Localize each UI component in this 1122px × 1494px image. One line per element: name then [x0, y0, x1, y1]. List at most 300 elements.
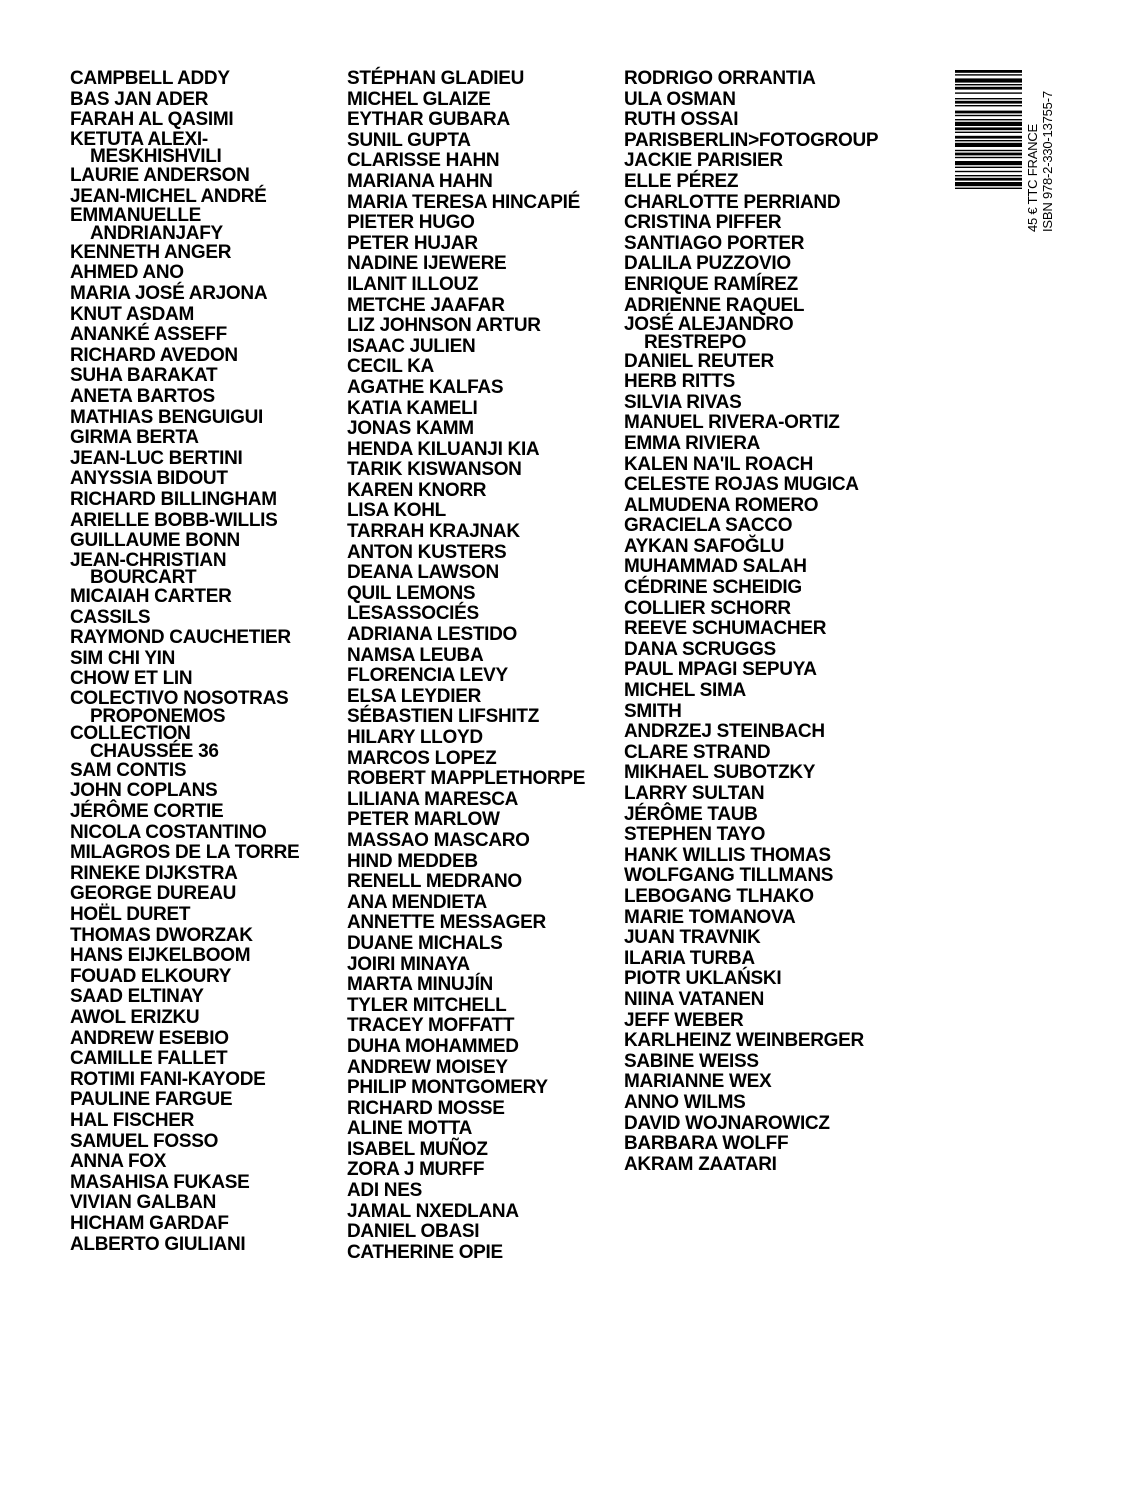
artist-name-line: THOMAS DWORZAK: [70, 924, 253, 946]
artist-name-line: DANIEL REUTER: [624, 350, 774, 372]
artist-name-line: LESASSOCIÉS: [347, 603, 479, 625]
artist-name-line: NADINE IJEWERE: [347, 253, 507, 275]
artist-name: [624, 455, 894, 476]
artist-name-line: CELESTE ROJAS MUGICA: [624, 474, 859, 496]
artist-name-line: TYLER MITCHELL: [347, 994, 507, 1016]
artist-name: [347, 399, 609, 420]
artist-name-line: AKRAM ZAATARI: [624, 1153, 777, 1175]
artist-name-continuation: BOURCART: [90, 567, 197, 589]
artist-name: [70, 531, 330, 552]
artist-name-line: RICHARD AVEDON: [70, 344, 238, 366]
artist-name: [347, 213, 609, 234]
artist-name: [70, 1214, 330, 1235]
artist-name-line: DUANE MICHALS: [347, 932, 503, 954]
price-isbn-block: [1026, 70, 1066, 235]
artist-name: [347, 1037, 609, 1058]
artist-name-line: ANDREW ESEBIO: [70, 1027, 229, 1049]
artist-name-line: KATIA KAMELI: [347, 397, 478, 419]
artist-name-line: AGATHE KALFAS: [347, 376, 504, 398]
artist-name: [624, 352, 894, 373]
artist-name-line: ULA OSMAN: [624, 88, 736, 110]
artist-name: [70, 884, 330, 905]
artist-name: [347, 872, 609, 893]
artist-name: [347, 1222, 609, 1243]
artist-name: [347, 1078, 609, 1099]
artist-name: [70, 408, 330, 429]
artist-name-line: KNUT ASDAM: [70, 303, 195, 325]
artist-name-line: CECIL KA: [347, 356, 434, 378]
artist-name: [70, 325, 330, 346]
artist-name: [624, 1134, 894, 1155]
artist-name-line: AWOL ERIZKU: [70, 1007, 200, 1028]
artist-name-line: CATHERINE OPIE: [347, 1241, 503, 1263]
artist-name: [347, 501, 609, 522]
artist-name-line: AHMED ANO: [70, 262, 184, 284]
artist-name-line: JEFF WEBER: [624, 1009, 744, 1031]
artist-name: [624, 763, 894, 784]
artist-name: [70, 187, 330, 208]
artist-name-line: COLECTIVO NOSOTRAS: [70, 688, 289, 710]
artist-name: [70, 1111, 330, 1132]
artist-name: [624, 578, 894, 599]
artist-name: [70, 864, 330, 885]
artist-name-line: JOSÉ ALEJANDRO: [624, 314, 794, 336]
artist-name-line: SAMUEL FOSSO: [70, 1130, 219, 1152]
artist-name-line: ANNA FOX: [70, 1151, 167, 1173]
artist-name: [624, 90, 894, 111]
artist-name-line: ANNETTE MESSAGER: [347, 912, 546, 934]
artist-name: [347, 666, 609, 687]
artist-name-continuation: CHAUSSÉE 36: [90, 741, 219, 763]
artist-name-line: FOUAD ELKOURY: [70, 965, 232, 987]
artist-name: [70, 305, 330, 326]
artist-name: [347, 1243, 609, 1264]
artist-name: [624, 928, 894, 949]
artist-name: [624, 110, 894, 131]
artist-name: [624, 1072, 894, 1093]
artist-name-line: ANDREW MOISEY: [347, 1056, 508, 1078]
artist-name: [347, 563, 609, 584]
artist-name-line: REEVE SCHUMACHER: [624, 618, 827, 640]
artist-name: [70, 387, 330, 408]
artist-name-line: LIZ JOHNSON ARTUR: [347, 315, 541, 337]
artist-name-line: FLORENCIA LEVY: [347, 665, 508, 687]
artist-name: [347, 1181, 609, 1202]
artist-name: [347, 419, 609, 440]
artist-name: [70, 1132, 330, 1153]
artist-name: [70, 428, 330, 449]
artist-name-line: KALEN NA'IL ROACH: [624, 453, 814, 475]
artist-name: [624, 743, 894, 764]
artist-name: [624, 172, 894, 193]
artist-name-line: KARLHEINZ WEINBERGER: [624, 1030, 864, 1052]
artist-name-line: STEPHEN TAYO: [624, 824, 766, 846]
artist-name: [624, 254, 894, 275]
artist-name-line: COLLIER SCHORR: [624, 597, 791, 619]
artist-name: [347, 934, 609, 955]
artist-name: [347, 975, 609, 996]
artist-name: [70, 284, 330, 305]
artist-name-line: RICHARD MOSSE: [347, 1097, 505, 1119]
artist-name-line: ENRIQUE RAMÍREZ: [624, 273, 798, 295]
artist-name: [347, 172, 609, 193]
artist-name-line: CRISTINA PIFFER: [624, 212, 782, 234]
artist-name-line: MARCOS LOPEZ: [347, 747, 497, 769]
artist-name: [347, 378, 609, 399]
artist-name-line: ARIELLE BOBB-WILLIS: [70, 509, 278, 531]
artist-name-line: CÉDRINE SCHEIDIG: [624, 577, 802, 599]
artist-name: [624, 949, 894, 970]
artist-name-line: METCHE JAAFAR: [347, 294, 505, 316]
artist-name: [624, 1114, 894, 1135]
artist-name-line: MICHEL SIMA: [624, 680, 746, 702]
artist-name: [624, 1011, 894, 1032]
artist-name: [624, 434, 894, 455]
artist-name: [347, 604, 609, 625]
artist-name-line: BARBARA WOLFF: [624, 1133, 789, 1155]
artist-name: [347, 955, 609, 976]
artist-name: [624, 1052, 894, 1073]
artist-name: [624, 969, 894, 990]
artist-name: [624, 537, 894, 558]
artist-name: [347, 1160, 609, 1181]
artist-name: [624, 234, 894, 255]
artist-name-line: STÉPHAN GLADIEU: [347, 68, 525, 89]
artist-name-line: MILAGROS DE LA TORRE: [70, 842, 300, 864]
artist-name: [70, 1152, 330, 1173]
artist-name: [70, 1090, 330, 1111]
artist-name-line: PIOTR UKLAŃSKI: [624, 968, 782, 990]
artist-name-line: CAMILLE FALLET: [70, 1048, 228, 1070]
artist-name: [70, 1029, 330, 1050]
artist-name: [347, 1202, 609, 1223]
artist-name-line: MASAHISA FUKASE: [70, 1171, 250, 1193]
artist-name-line: ALBERTO GIULIANI: [70, 1233, 246, 1255]
artist-name-line: RODRIGO ORRANTIA: [624, 68, 816, 89]
artist-name-line: MARIANNE WEX: [624, 1071, 772, 1093]
artist-name-line: ANTON KUSTERS: [347, 541, 507, 563]
artist-name: [347, 481, 609, 502]
artist-name-line: PIETER HUGO: [347, 212, 475, 234]
artist-name: [347, 275, 609, 296]
artist-name-line: HILARY LLOYD: [347, 727, 483, 748]
artist-name: [624, 908, 894, 929]
artist-name-line: SANTIAGO PORTER: [624, 232, 805, 254]
artist-name-line: MICHEL GLAIZE: [347, 88, 491, 110]
artist-name: [347, 1016, 609, 1037]
artist-name-line: CHOW ET LIN: [70, 668, 193, 690]
artist-name-line: PHILIP MONTGOMERY: [347, 1077, 548, 1099]
artist-name: [70, 449, 330, 470]
artist-name: [347, 131, 609, 152]
artist-name: [624, 131, 894, 152]
artist-name-line: HICHAM GARDAF: [70, 1212, 229, 1234]
artist-name: [70, 967, 330, 988]
artist-name-line: RUTH OSSAI: [624, 109, 739, 131]
artist-name-line: FARAH AL QASIMI: [70, 109, 234, 131]
artist-name-line: ISAAC JULIEN: [347, 335, 476, 357]
artist-name: [70, 469, 330, 490]
artist-name-line: CASSILS: [70, 606, 151, 628]
artist-name: [624, 557, 894, 578]
artist-name: [347, 1058, 609, 1079]
artist-name: [347, 337, 609, 358]
artist-name: [70, 628, 330, 649]
artist-name-continuation: PROPONEMOS: [90, 705, 226, 727]
artist-name: [624, 275, 894, 296]
artist-name: [624, 496, 894, 517]
artist-name: [347, 749, 609, 770]
artist-name: [624, 193, 894, 214]
artist-name-line: LEBOGANG TLHAKO: [624, 885, 814, 907]
artist-name: [70, 823, 330, 844]
artist-name: [347, 193, 609, 214]
artist-name-line: LILIANA MARESCA: [347, 788, 519, 810]
artist-name: [624, 516, 894, 537]
artist-name-line: HANS EIJKELBOOM: [70, 945, 251, 967]
artist-name-line: JEAN-CHRISTIAN: [70, 549, 227, 571]
artist-name: [624, 413, 894, 434]
artist-name: [347, 707, 609, 728]
artist-name-line: KENNETH ANGER: [70, 241, 232, 263]
artist-name-line: ADRIENNE RAQUEL: [624, 294, 805, 316]
artist-name-line: JOIRI MINAYA: [347, 953, 470, 975]
artist-name-line: ROTIMI FANI-KAYODE: [70, 1068, 266, 1090]
artist-name-line: PAUL MPAGI SEPUYA: [624, 659, 817, 681]
artist-name: [70, 802, 330, 823]
artist-name-line: GRACIELA SACCO: [624, 515, 793, 537]
artist-name-line: PETER HUJAR: [347, 232, 478, 254]
artist-name-line: JOHN COPLANS: [70, 780, 218, 802]
artist-name: [624, 784, 894, 805]
artist-name-line: ROBERT MAPPLETHORPE: [347, 768, 586, 790]
artist-name: [347, 1140, 609, 1161]
artist-name: [70, 243, 330, 264]
artist-name: [70, 511, 330, 532]
artist-name-line: ALMUDENA ROMERO: [624, 494, 819, 516]
artist-name-line: SMITH: [624, 700, 682, 722]
artist-name-line: RAYMOND CAUCHETIER: [70, 627, 291, 649]
artist-name: [624, 887, 894, 908]
artist-name-line: NAMSA LEUBA: [347, 644, 484, 666]
artist-name: [347, 357, 609, 378]
artist-name: [624, 681, 894, 702]
artist-name: [70, 128, 330, 168]
artist-name-line: CLARISSE HAHN: [347, 150, 500, 172]
artist-name: [70, 649, 330, 670]
artist-name-line: AYKAN SAFOĞLU: [624, 535, 785, 557]
artist-name-line: ISABEL MUÑOZ: [347, 1138, 488, 1160]
artist-name-line: EYTHAR GUBARA: [347, 109, 510, 131]
artist-name-line: DAVID WOJNAROWICZ: [624, 1112, 830, 1134]
artist-name-line: CHARLOTTE PERRIAND: [624, 191, 841, 213]
artist-name: [347, 996, 609, 1017]
artist-name-line: DUHA MOHAMMED: [347, 1035, 519, 1057]
artist-name: [347, 852, 609, 873]
artist-name-line: COLLECTION: [70, 723, 191, 745]
artist-name-line: ILARIA TURBA: [624, 947, 755, 969]
artist-name: [624, 599, 894, 620]
artist-name-line: GUILLAUME BONN: [70, 530, 240, 552]
artist-name: [70, 587, 330, 608]
artist-name: [347, 1099, 609, 1120]
artist-name: [347, 1119, 609, 1140]
artist-name-line: RINEKE DIJKSTRA: [70, 862, 238, 884]
artist-name-line: ILANIT ILLOUZ: [347, 273, 479, 295]
artist-name: [70, 490, 330, 511]
artist-name: [624, 372, 894, 393]
artist-name: [70, 1070, 330, 1091]
artist-name: [624, 1093, 894, 1114]
artist-name-line: GEORGE DUREAU: [70, 883, 237, 905]
artist-name-line: JÉRÔME CORTIE: [70, 801, 224, 823]
artist-name-line: MARIA JOSÉ ARJONA: [70, 282, 268, 304]
artist-name-line: LISA KOHL: [347, 500, 446, 522]
artist-name: [70, 110, 330, 131]
artist-name: [70, 346, 330, 367]
artist-name: [624, 213, 894, 234]
artist-name: [624, 866, 894, 887]
artist-name-line: MUHAMMAD SALAH: [624, 556, 807, 578]
artist-name: [624, 640, 894, 661]
artist-name: [70, 1193, 330, 1214]
artist-name-line: ADI NES: [347, 1180, 422, 1202]
artist-name-line: PETER MARLOW: [347, 809, 500, 831]
artist-name-line: ANYSSIA BIDOUT: [70, 468, 228, 490]
artist-column-2: [347, 69, 609, 1263]
artist-name: [347, 110, 609, 131]
artist-name: [624, 660, 894, 681]
artist-name-line: EMMA RIVIERA: [624, 432, 761, 454]
artist-name: [624, 619, 894, 640]
artist-name: [70, 781, 330, 802]
artist-name: [624, 69, 894, 90]
artist-name-line: ADRIANA LESTIDO: [347, 624, 518, 646]
artist-name: [624, 722, 894, 743]
artist-name: [624, 151, 894, 172]
artist-name: [347, 316, 609, 337]
artist-name-line: VIVIAN GALBAN: [70, 1192, 216, 1214]
artist-name-line: LARRY SULTAN: [624, 783, 765, 804]
artist-name-line: MANUEL RIVERA-ORTIZ: [624, 412, 840, 434]
artist-name-line: JEAN-LUC BERTINI: [70, 447, 243, 469]
artist-name: [70, 549, 330, 589]
artist-name: [70, 1235, 330, 1256]
artist-name-line: NIINA VATANEN: [624, 988, 765, 1010]
artist-name-line: ANDRZEJ STEINBACH: [624, 721, 825, 743]
artist-name: [70, 669, 330, 690]
artist-name: [70, 90, 330, 111]
artist-name-line: HENDA KILUANJI KIA: [347, 438, 540, 460]
artist-name: [70, 987, 330, 1008]
barcode-icon: [955, 70, 1022, 232]
artist-name-continuation: ANDRIANJAFY: [90, 223, 223, 245]
artist-name: [70, 946, 330, 967]
artist-name-line: ELSA LEYDIER: [347, 685, 481, 707]
artist-name-line: CAMPBELL ADDY: [70, 68, 230, 89]
artist-name: [70, 723, 330, 763]
artist-name-line: ZORA J MURFF: [347, 1159, 485, 1181]
artist-name: [347, 625, 609, 646]
artist-name-line: EMMANUELLE: [70, 205, 202, 227]
artist-name: [347, 810, 609, 831]
artist-name: [347, 296, 609, 317]
artist-name: [70, 926, 330, 947]
artist-name-line: MARIANA HAHN: [347, 170, 493, 192]
artist-name: [347, 646, 609, 667]
artist-name: [70, 166, 330, 187]
artist-name: [624, 825, 894, 846]
artist-name-line: TARIK KISWANSON: [347, 459, 522, 481]
artist-name: [347, 460, 609, 481]
artist-name-line: SIM CHI YIN: [70, 647, 176, 669]
artist-name: [347, 913, 609, 934]
artist-name-line: MIKHAEL SUBOTZKY: [624, 762, 816, 784]
artist-name: [70, 1173, 330, 1194]
artist-name-line: SABINE WEISS: [624, 1050, 759, 1072]
artist-name-line: SILVIA RIVAS: [624, 391, 742, 413]
artist-name-line: ANA MENDIETA: [347, 891, 487, 913]
artist-name-line: JEAN-MICHEL ANDRÉ: [70, 185, 267, 207]
artist-name: [347, 790, 609, 811]
artist-name: [347, 69, 609, 90]
artist-name-continuation: RESTREPO: [644, 331, 747, 353]
artist-name-line: NICOLA COSTANTINO: [70, 821, 267, 843]
artist-name-line: KAREN KNORR: [347, 479, 487, 501]
artist-name-line: HAL FISCHER: [70, 1109, 195, 1131]
artist-name: [347, 254, 609, 275]
artist-name-line: HOËL DURET: [70, 904, 191, 926]
artist-name-line: MARIE TOMANOVA: [624, 906, 796, 928]
artist-name: [70, 366, 330, 387]
artist-name-line: DANA SCRUGGS: [624, 638, 776, 660]
artist-name: [70, 690, 330, 725]
artist-name-line: MASSAO MASCARO: [347, 829, 530, 851]
artist-name: [347, 728, 609, 749]
artist-name-line: DEANA LAWSON: [347, 562, 499, 584]
artist-name-line: SAAD ELTINAY: [70, 986, 204, 1008]
artist-name: [347, 522, 609, 543]
artist-name-line: QUIL LEMONS: [347, 582, 476, 604]
artist-name: [347, 584, 609, 605]
artist-name: [347, 234, 609, 255]
artist-name: [70, 69, 330, 90]
artist-name: [624, 475, 894, 496]
artist-name-line: DANIEL OBASI: [347, 1221, 480, 1243]
artist-name-line: DALILA PUZZOVIO: [624, 253, 791, 275]
artist-name: [347, 769, 609, 790]
artist-name-line: MICAIAH CARTER: [70, 586, 232, 608]
artist-name-line: JAMAL NXEDLANA: [347, 1200, 519, 1222]
artist-name-line: PAULINE FARGUE: [70, 1089, 233, 1111]
artist-name: [347, 440, 609, 461]
artist-name-line: TARRAH KRAJNAK: [347, 521, 520, 543]
artist-name-line: SUNIL GUPTA: [347, 129, 471, 151]
price-label: 45 € TTC FRANCE: [1025, 123, 1040, 232]
artist-name-line: PARISBERLIN>FOTOGROUP: [624, 129, 879, 151]
artist-column-1: [70, 69, 330, 1255]
artist-name: [70, 263, 330, 284]
artist-name: [347, 893, 609, 914]
artist-name-line: RICHARD BILLINGHAM: [70, 488, 277, 510]
artist-name: [624, 1031, 894, 1052]
artist-name-line: ANNO WILMS: [624, 1091, 746, 1113]
artist-name-line: TRACEY MOFFATT: [347, 1015, 515, 1037]
artist-name: [624, 393, 894, 414]
artist-name: [70, 608, 330, 629]
artist-column-3: [624, 69, 894, 1175]
artist-name-line: RENELL MEDRANO: [347, 871, 522, 893]
